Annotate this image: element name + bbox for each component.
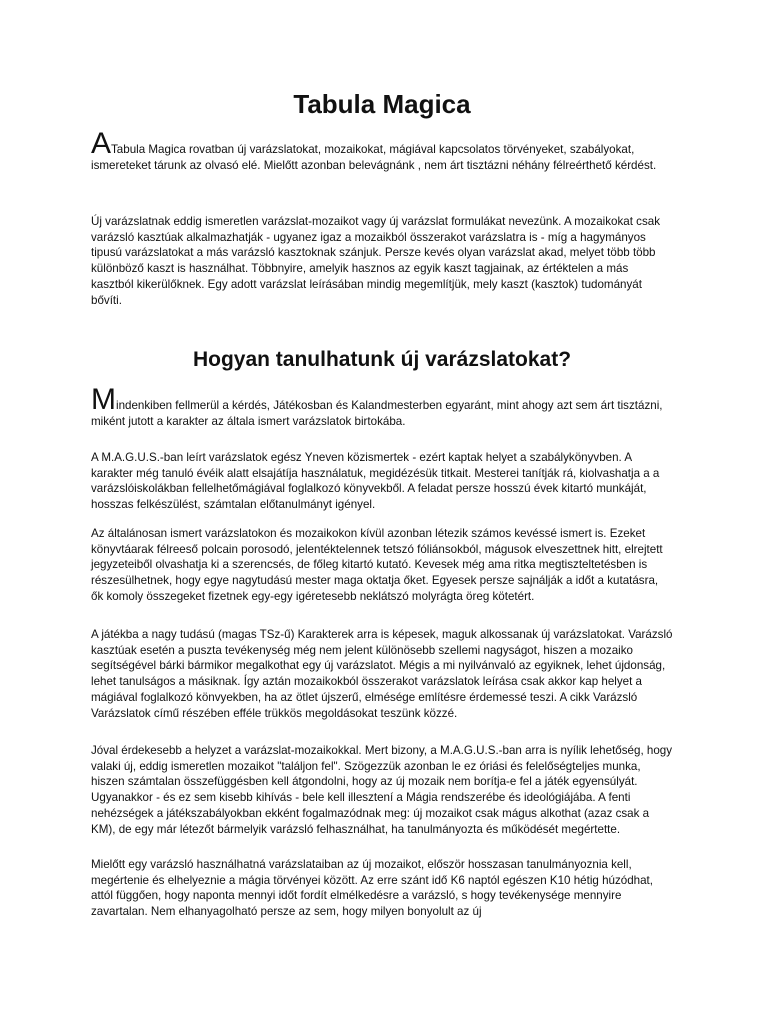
dropcap-letter: A (91, 127, 112, 160)
dropcap-letter: M (91, 383, 116, 416)
body-paragraph: Az általánosan ismert varázslatokon és mozaikokon kívül azonban létezik számos kevéssé ismert is. Ezeket könyvtáarak félreeső polcain porosodó, jelentéktelennek tetszó fóliánsokból, mágusok elveszettnek hitt, elrejtett jegyzeteiből olvashatja ki a szerencsés, de főleg kitartó kutató. Kevesek még ama ritka megtiszteltetésben is részesülhetnek, hogy egye nagytudású mester maga oktatja őket. Egyesek persze sajnálják a időt a kutatásra, ők komoly összegeket fizetnek egy-egy igéretesebb neklátszó molyrágta öreg kötetért. (91, 527, 663, 603)
body-paragraph: A játékba a nagy tudású (magas TSz-ű) Karakterek arra is képesek, maguk alkossanak új varázslatokat. Varázsló kasztúak esetén a puszta tevékenység még nem jelent különösebb szellemi nagyságot, hiszen a mozaiko segítségével bárki bármikor megalkothat egy új varázslatot. Mégis a mi nyilvánvaló az egyiknek, lehet újdonság, lehet tanulságos a másiknak. Így aztán mozaikokból összerakot varázslatok leírása csak akkor kap helyet a mágiával foglalkozó könvyekben, ha az ötlet újszerű, elmésége említésre érdemessé teszi. A cikk Varázsló Varázslatok című részében efféle trükkös megoldásokat teszünk közzé. (91, 628, 673, 720)
section-heading: Hogyan tanulhatunk új varázslatokat? (192, 348, 572, 371)
body-paragraph: Jóval érdekesebb a helyzet a varázslat-mozaikokkal. Mert bizony, a M.A.G.U.S.-ban arra is nyílik lehetőség, hogy valaki új, eddig ismeretlen mozaikot "találjon fel". Szögezzük azonban le ez óriási és felelőségteljes munka, hiszen számtalan összefüggésben kell átgondolni, hogy az új mozaik nem borítja-e fel a játék egyensúlyát. Ugyanakkor - és ez sem kisebb kihívás - bele kell illesztení a Mágia rendszerébe és ideológiájába. A fenti nehézségek a játékszabályokban ekként fogalmazódnak meg: új mozaikot csak mágus alkothat (azaz csak a KM), de egy már létezőt bármelyik varázsló felhasználhat, ha tanulmányozta és működését megértette. (91, 744, 673, 836)
paragraph-text: indenkiben fellmerül a kérdés, Játékosban és Kalandmesterben egyaránt, mint ahogy azt sem árt tisztázni, miként jutott a karakter az általa ismert varázslatok birtokába. (91, 399, 663, 428)
body-paragraph: Új varázslatnak eddig ismeretlen varázslat-mozaikot vagy új varázslat formulákat nevezünk. A mozaikokat csak varázsló kasztúak alkalmazhatják - ugyanez igaz a mozaikból összerakot varázslatra is - míg a hagymányos tipusú varázslatokat a más varázsló kasztoknak szánjuk. Persze kevés olyan varázslat akad, melyet több több különböző kaszt is használhat. Többnyire, amelyik hasznos az egyik kaszt tagjainak, az értéktelen a más kasztból kikerülőknek. Egy adott varázslat leírásában mindig megemlítjük, mely kaszt (kasztok) tudományát bővíti. (91, 215, 660, 307)
body-paragraph: Mielőtt egy varázsló használhatná varázslataiban az új mozaikot, először hosszasan tanulmányoznia kell, megértenie és elhelyeznie a mágia törvényei között. Az erre szánt idő K6 naptól egészen K10 hétig húzódhat, attól függően, hogy naponta mennyi időt fordít elmélkedésre a varázsló, s hogy tevékenysége mennyire zavartalan. Nem elhanyagolható persze az sem, hogy milyen bonyolult az új (91, 858, 654, 919)
paragraph-text: Tabula Magica rovatban új varázslatokat, mozaikokat, mágiával kapcsolatos törvényeket, szabályokat, ismereteket tárunk az olvasó elé. Mielőtt azonban belevágnánk , nem árt tisztázni néhány félreérthető kérdést. (91, 143, 657, 172)
body-paragraph: A M.A.G.U.S.-ban leírt varázslatok egész Yneven közismertek - ezért kaptak helyet a szabálykönyvben. A karakter még tanuló évéik alatt elsajátíja használatuk, megidézésük titkait. Mesterei tanítják rá, kiolvashatja a a varázslóiskolákban fellelhetőmágiával foglalkozó könyvekből. A feladat persze hosszú évek kitartó munkáját, hosszas felkészülést, számtalan előtanulmányt igényel. (91, 451, 660, 512)
intro-paragraph (91, 127, 673, 173)
section-intro-paragraph (91, 383, 673, 429)
page-title: Tabula Magica (293, 89, 471, 119)
